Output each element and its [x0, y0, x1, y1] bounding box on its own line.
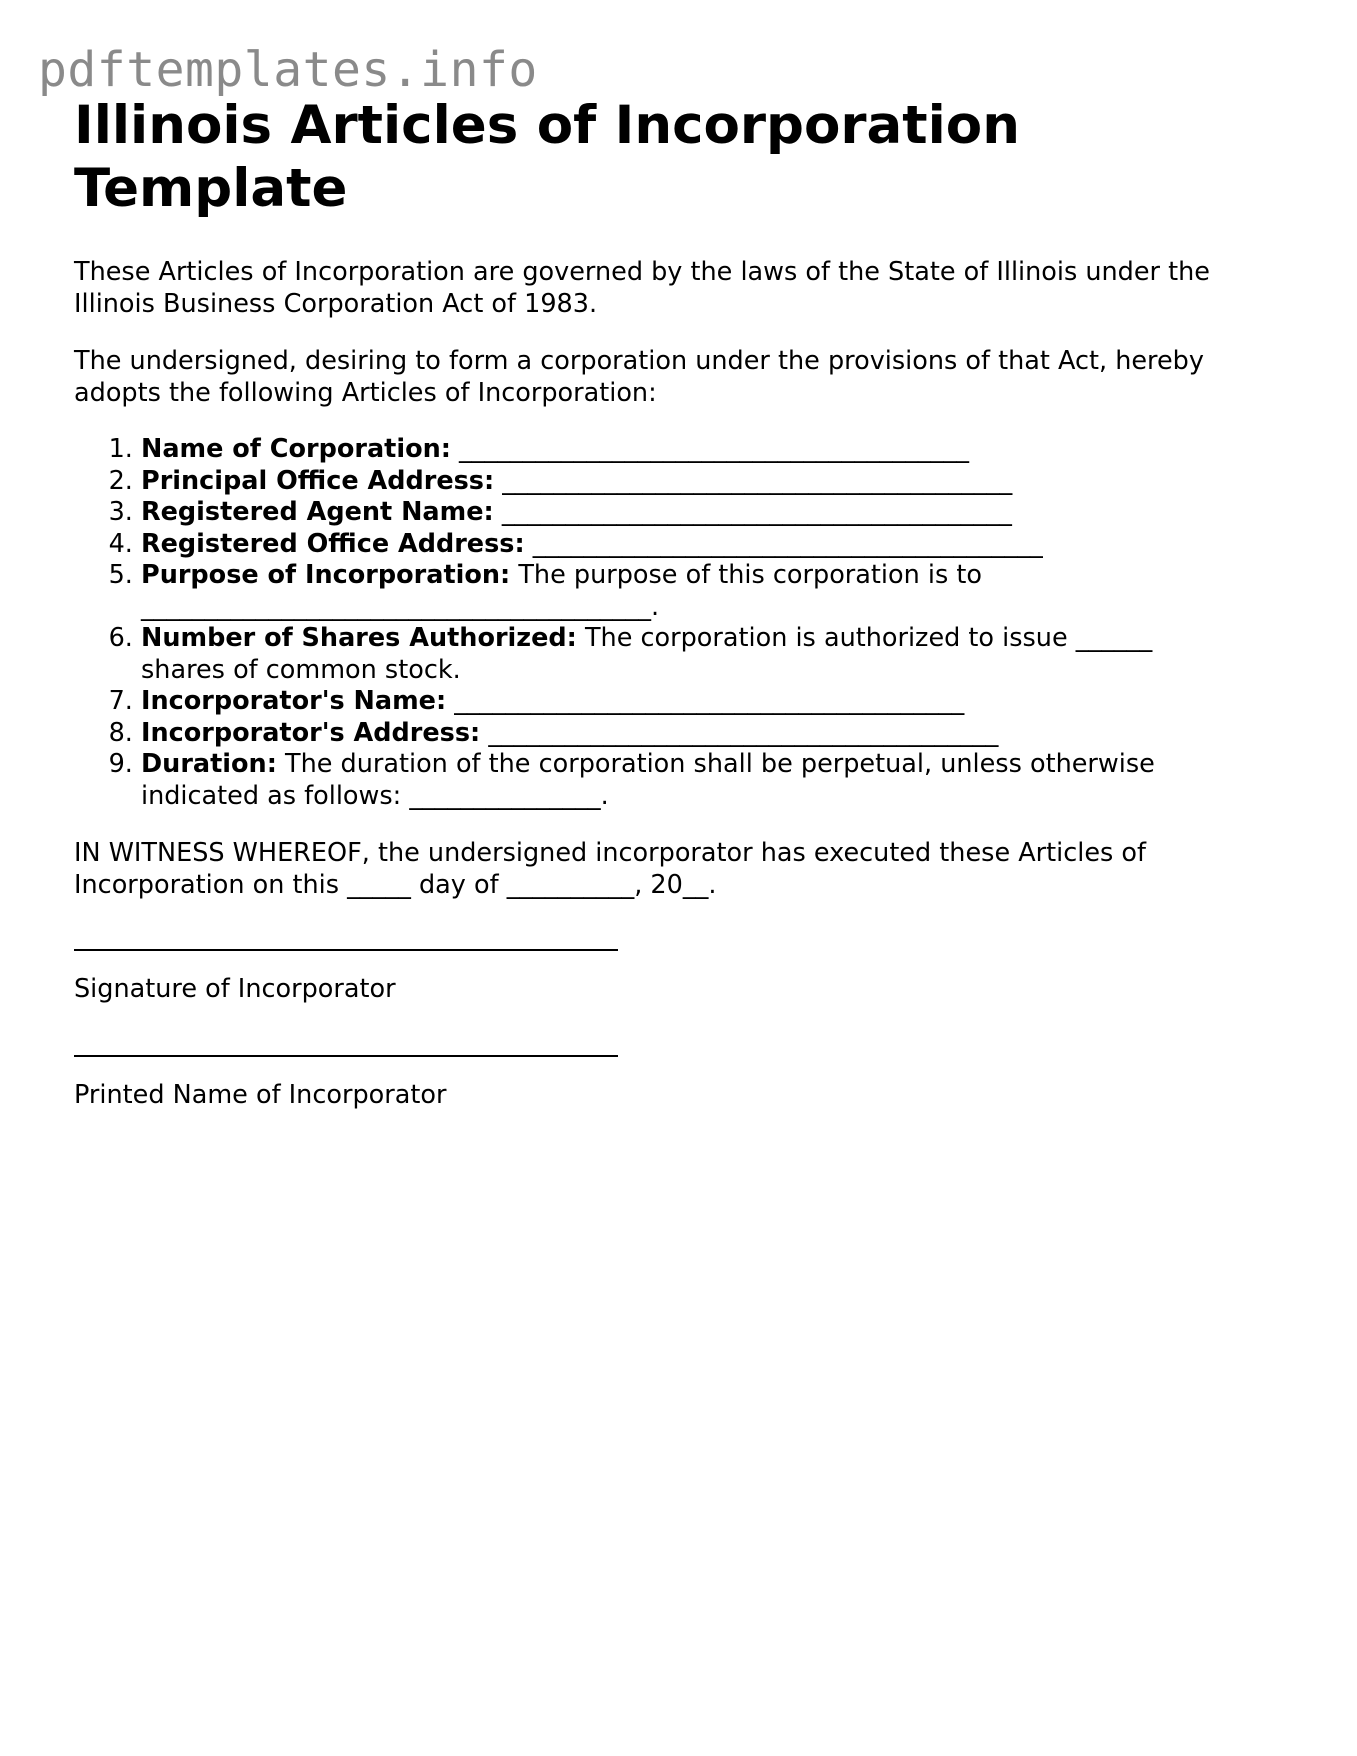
printed-name-line — [74, 1055, 618, 1057]
watermark: pdftemplates.info — [38, 42, 538, 98]
intro-paragraph-governing-law: These Articles of Incorporation are governed by the laws of the State of Illinois under the Illinois Business Corporation Act of 1983. — [74, 257, 1210, 319]
article-label: Incorporator's Address: — [141, 717, 481, 748]
article-incorporator-name — [141, 686, 1191, 718]
article-label: Registered Office Address: — [141, 528, 525, 559]
article-text: ________________________________________ — [450, 434, 970, 464]
article-label: Purpose of Incorporation: — [141, 560, 511, 590]
article-name-of-corporation — [141, 434, 1191, 466]
article-text: The corporation is authorized to issue ______ shares of common stock. — [141, 623, 1153, 685]
article-text: ________________________________________ — [446, 686, 965, 716]
intro-paragraph-adoption: The undersigned, desiring to form a corporation under the provisions of that Act, hereby adopts the following Articles of Incorporation: — [74, 346, 1204, 408]
signature-caption: Signature of Incorporator — [74, 974, 396, 1004]
article-text: The purpose of this corporation is to ________________________________________. — [141, 560, 982, 622]
articles-list — [74, 434, 1274, 812]
article-label: Incorporator's Name: — [141, 686, 447, 716]
document-page — [74, 94, 1274, 1111]
article-incorporator-address — [141, 718, 1191, 750]
article-registered-office-address — [141, 529, 1191, 561]
article-number-of-shares — [141, 623, 1191, 686]
article-text: ________________________________________ — [480, 717, 999, 748]
article-label: Number of Shares Authorized: — [141, 623, 577, 653]
article-text: ________________________________________ — [493, 497, 1012, 527]
article-label: Name of Corporation: — [141, 434, 451, 464]
article-text: ________________________________________ — [524, 528, 1043, 559]
document-title: Illinois Articles of Incorporation Template — [74, 95, 1020, 219]
article-label: Principal Office Address: — [141, 465, 495, 496]
article-duration — [141, 749, 1191, 812]
article-label: Registered Agent Name: — [141, 497, 494, 527]
article-purpose-of-incorporation — [141, 560, 1191, 623]
article-label: Duration: — [141, 749, 277, 779]
article-text: ________________________________________ — [494, 465, 1013, 496]
witness-statement: IN WITNESS WHEREOF, the undersigned incorporator has executed these Articles of Incorporation on this _____ day of __________, 20__. — [74, 838, 1147, 900]
article-principal-office-address — [141, 466, 1191, 498]
printed-name-caption: Printed Name of Incorporator — [74, 1080, 447, 1110]
article-registered-agent-name — [141, 497, 1191, 529]
signature-line — [74, 949, 618, 951]
article-text: The duration of the corporation shall be perpetual, unless otherwise indicated as follows: _______________. — [141, 749, 1155, 811]
